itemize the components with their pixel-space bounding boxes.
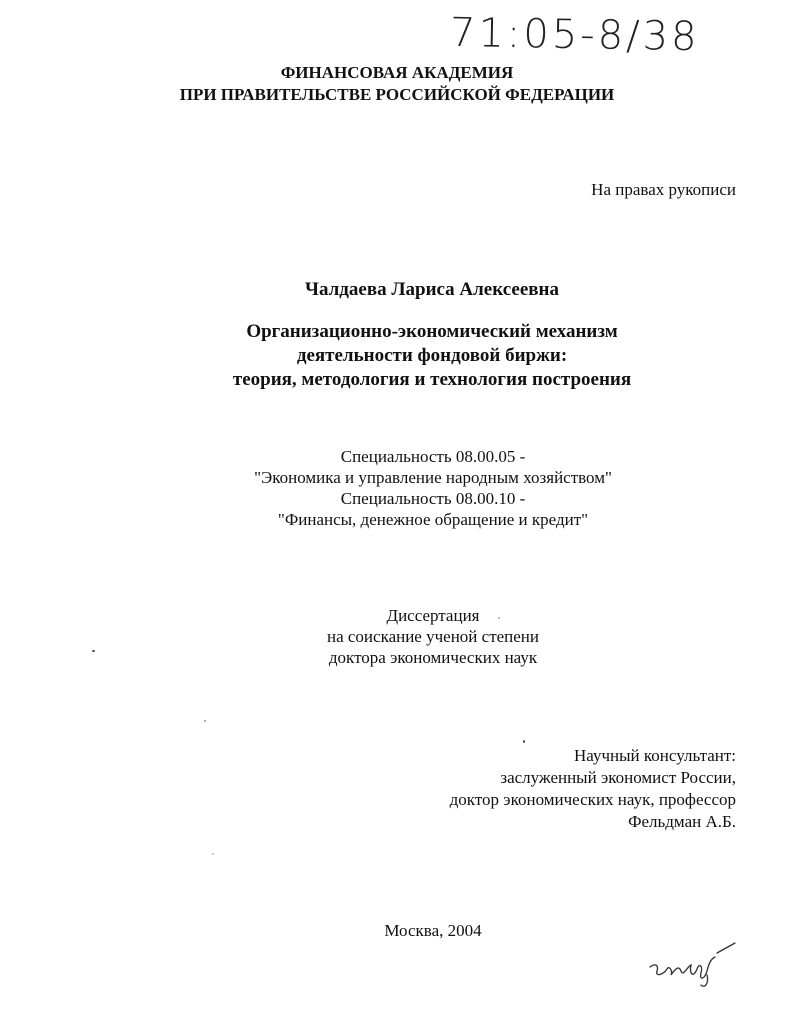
consultant-line-2: заслуженный экономист России, bbox=[500, 768, 736, 787]
scan-speck bbox=[498, 617, 500, 619]
city-year: Москва, 2004 bbox=[384, 921, 482, 940]
organization-header bbox=[0, 62, 794, 106]
title-line-2: деятельности фондовой биржи: bbox=[296, 345, 568, 366]
scan-speck bbox=[212, 853, 214, 855]
organization-line-1: ФИНАНСОВАЯ АКАДЕМИЯ bbox=[280, 63, 514, 82]
degree-line-2: на соискание ученой степени bbox=[326, 627, 540, 646]
organization-line-2: ПРИ ПРАВИТЕЛЬСТВЕ РОССИЙСКОЙ ФЕДЕРАЦИИ bbox=[179, 85, 615, 104]
manuscript-note: На правах рукописи bbox=[591, 180, 736, 199]
degree-line-3: доктора экономических наук bbox=[328, 648, 538, 667]
specialty-block bbox=[0, 446, 794, 530]
specialty-line-3: Специальность 08.00.10 - bbox=[340, 489, 526, 508]
specialty-line-4: "Финансы, денежное обращение и кредит" bbox=[277, 510, 589, 529]
consultant-line-4: Фельдман А.Б. bbox=[628, 812, 736, 831]
scan-speck bbox=[204, 720, 206, 722]
signature-icon bbox=[645, 935, 745, 995]
archive-code: 71:05-8/38 bbox=[449, 9, 700, 61]
consultant-block bbox=[450, 745, 736, 833]
degree-line-1: Диссертация bbox=[386, 606, 480, 625]
consultant-line-1: Научный консультант: bbox=[574, 746, 736, 765]
title-line-3: теория, методология и технология построения bbox=[232, 369, 632, 390]
specialty-line-1: Специальность 08.00.05 - bbox=[340, 447, 526, 466]
dissertation-title bbox=[0, 320, 794, 392]
scan-speck bbox=[92, 650, 95, 652]
title-line-1: Организационно-экономический механизм bbox=[246, 321, 618, 342]
consultant-line-3: доктор экономических наук, профессор bbox=[449, 790, 736, 809]
specialty-line-2: "Экономика и управление народным хозяйством" bbox=[254, 468, 612, 487]
degree-block bbox=[0, 605, 794, 668]
scan-speck bbox=[523, 740, 525, 743]
author-name: Чалдаева Лариса Алексеевна bbox=[305, 279, 559, 300]
